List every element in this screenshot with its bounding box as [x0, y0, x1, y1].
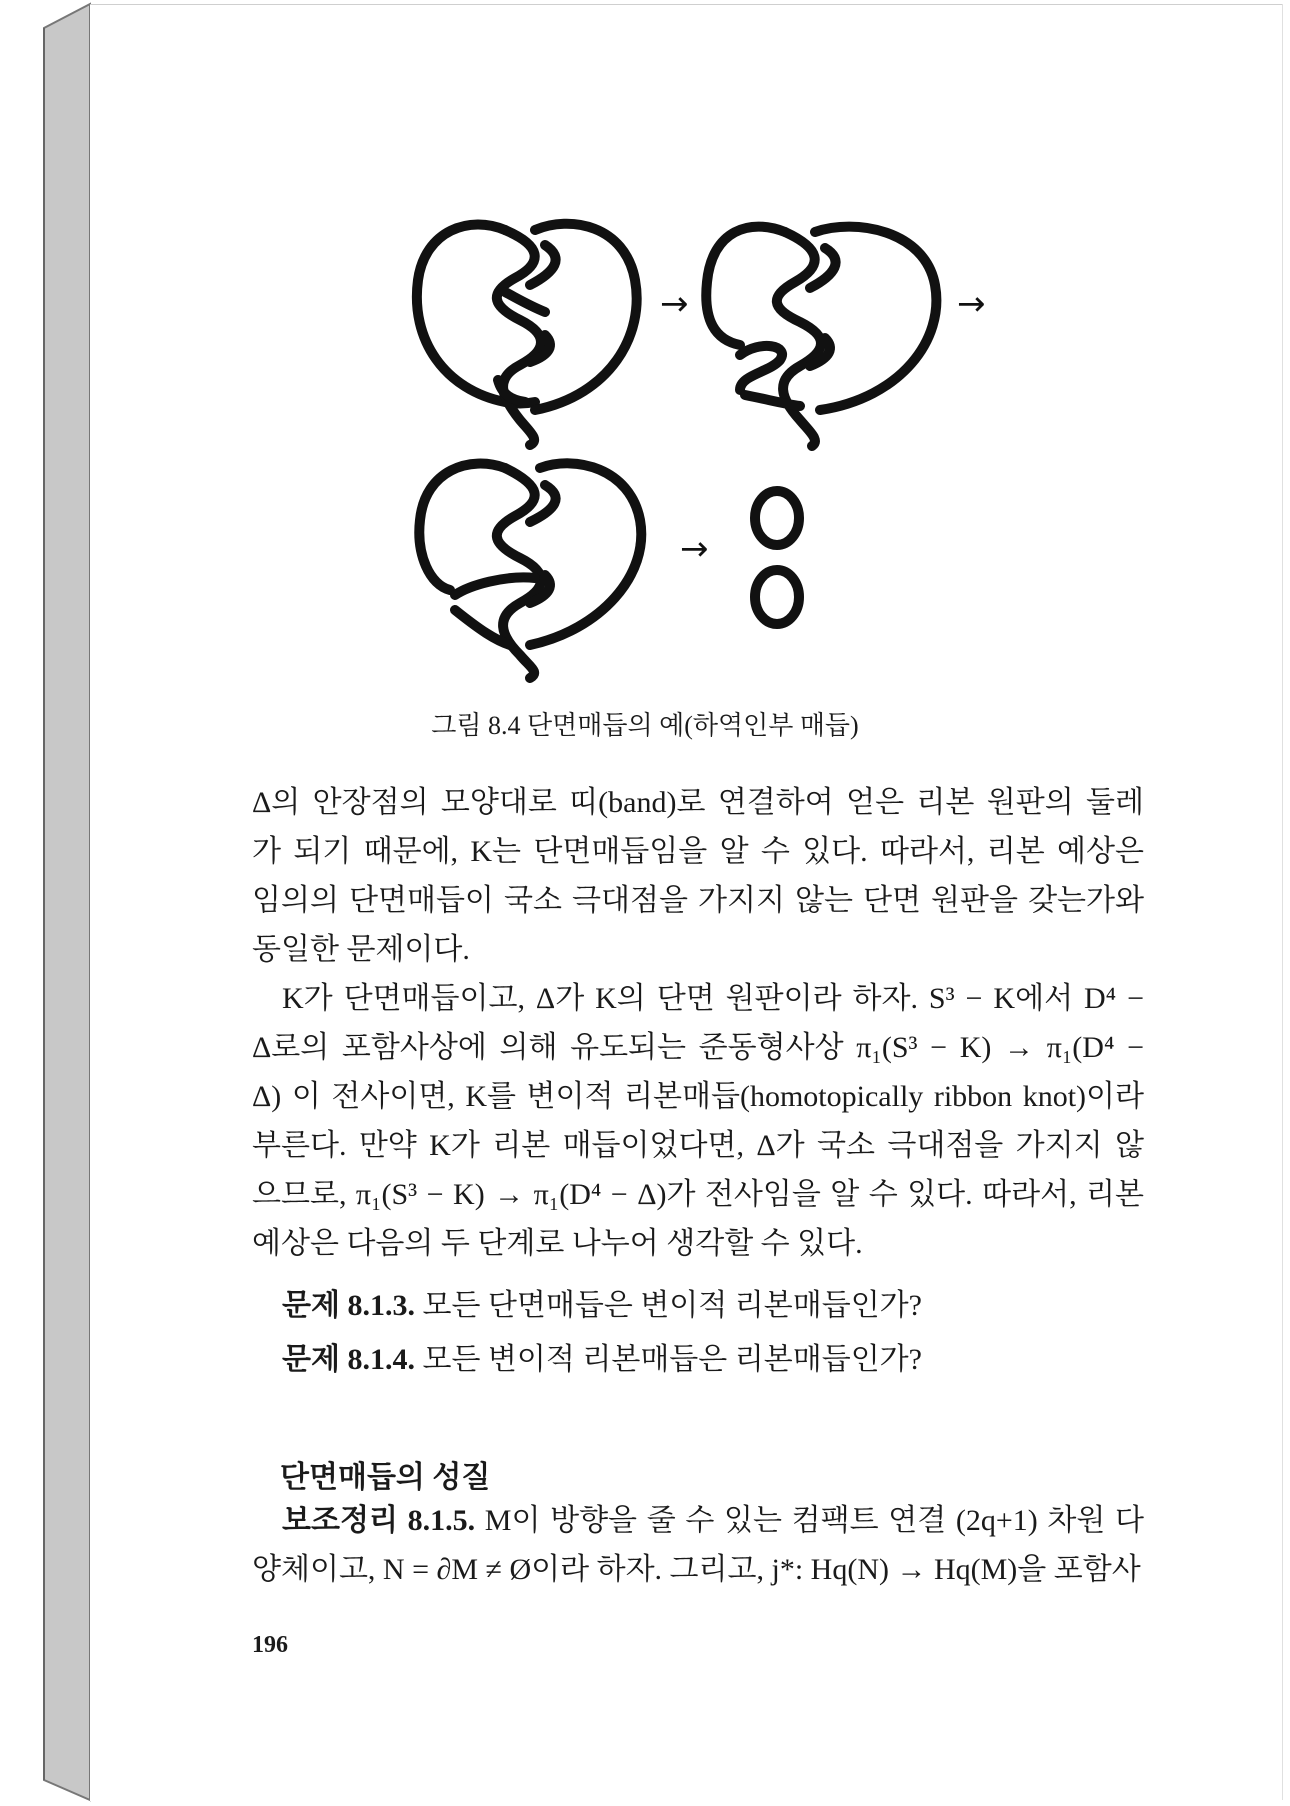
lemma-8-1-5	[252, 1496, 1144, 1594]
paragraph-2	[252, 974, 1144, 1268]
arrow-3: →	[680, 529, 709, 569]
problem-text: 모든 변이적 리본매듭은 리본매듭인가?	[422, 1343, 922, 1376]
lemma-line	[252, 1496, 1144, 1545]
paragraph-1-line: 동일한 문제이다.	[252, 933, 470, 966]
unknot-circle-bottom	[755, 570, 799, 624]
arrow-2: →	[957, 284, 986, 324]
knot-diagram-3	[419, 463, 641, 678]
paragraph-2-line: K가 단면매듭이고, Δ가 K의 단면 원판이라 하자. S³ − K에서 D⁴ −	[282, 982, 1144, 1015]
problem-8-1-3	[282, 1280, 922, 1324]
problem-label: 문제 8.1.3.	[282, 1289, 415, 1322]
paragraph-1-line: Δ의 안장점의 모양대로 띠(band)로 연결하여 얻은 리본 원판의 둘레	[252, 786, 1144, 819]
paragraph-2-line: 부른다. 만약 K가 리본 매듭이었다면, Δ가 국소 극대점을 가지지 않	[252, 1129, 1144, 1162]
section-title: 단면매듭의 성질	[280, 1461, 491, 1494]
page-number: 196	[252, 1632, 288, 1658]
paragraph-1	[252, 778, 1144, 974]
knot-diagram-2	[706, 227, 936, 446]
paragraph-2-line: Δ) 이 전사이면, K를 변이적 리본매듭(homotopically ribbon knot)이라	[252, 1080, 1144, 1113]
lemma-label: 보조정리 8.1.5.	[282, 1504, 476, 1537]
paragraph-2-line: Δ로의 포함사상에 의해 유도되는 준동형사상 π₁(S³ − K) → π₁(D⁴ −	[252, 1031, 1144, 1064]
paragraph-2-line: 으므로, π₁(S³ − K) → π₁(D⁴ − Δ)가 전사임을 알 수 있다. 따라서, 리본	[252, 1178, 1144, 1211]
problem-label: 문제 8.1.4.	[282, 1343, 415, 1376]
arrow-1: →	[660, 284, 689, 324]
paragraph-1-line: 가 되기 때문에, K는 단면매듭임을 알 수 있다. 따라서, 리본 예상은	[252, 835, 1144, 868]
lemma-line: 양체이고, N = ∂M ≠ Ø이라 하자. 그리고, j*: Hq(N) → Hq(M)을 포함사	[252, 1553, 1141, 1586]
problem-8-1-4	[282, 1334, 922, 1378]
problem-text: 모든 단면매듭은 변이적 리본매듭인가?	[422, 1289, 922, 1322]
unknot-circle-top	[755, 491, 799, 545]
paragraph-1-line: 임의의 단면매듭이 국소 극대점을 가지지 않는 단면 원판을 갖는가와	[252, 884, 1144, 917]
knot-diagram-1	[417, 224, 637, 445]
paragraph-2-line: 예상은 다음의 두 단계로 나누어 생각할 수 있다.	[252, 1227, 863, 1260]
lemma-text: M이 방향을 줄 수 있는 컴팩트 연결 (2q+1) 차원 다	[484, 1504, 1145, 1537]
figure-caption: 그림 8.4 단면매듭의 예(하역인부 매듭)	[431, 711, 859, 740]
